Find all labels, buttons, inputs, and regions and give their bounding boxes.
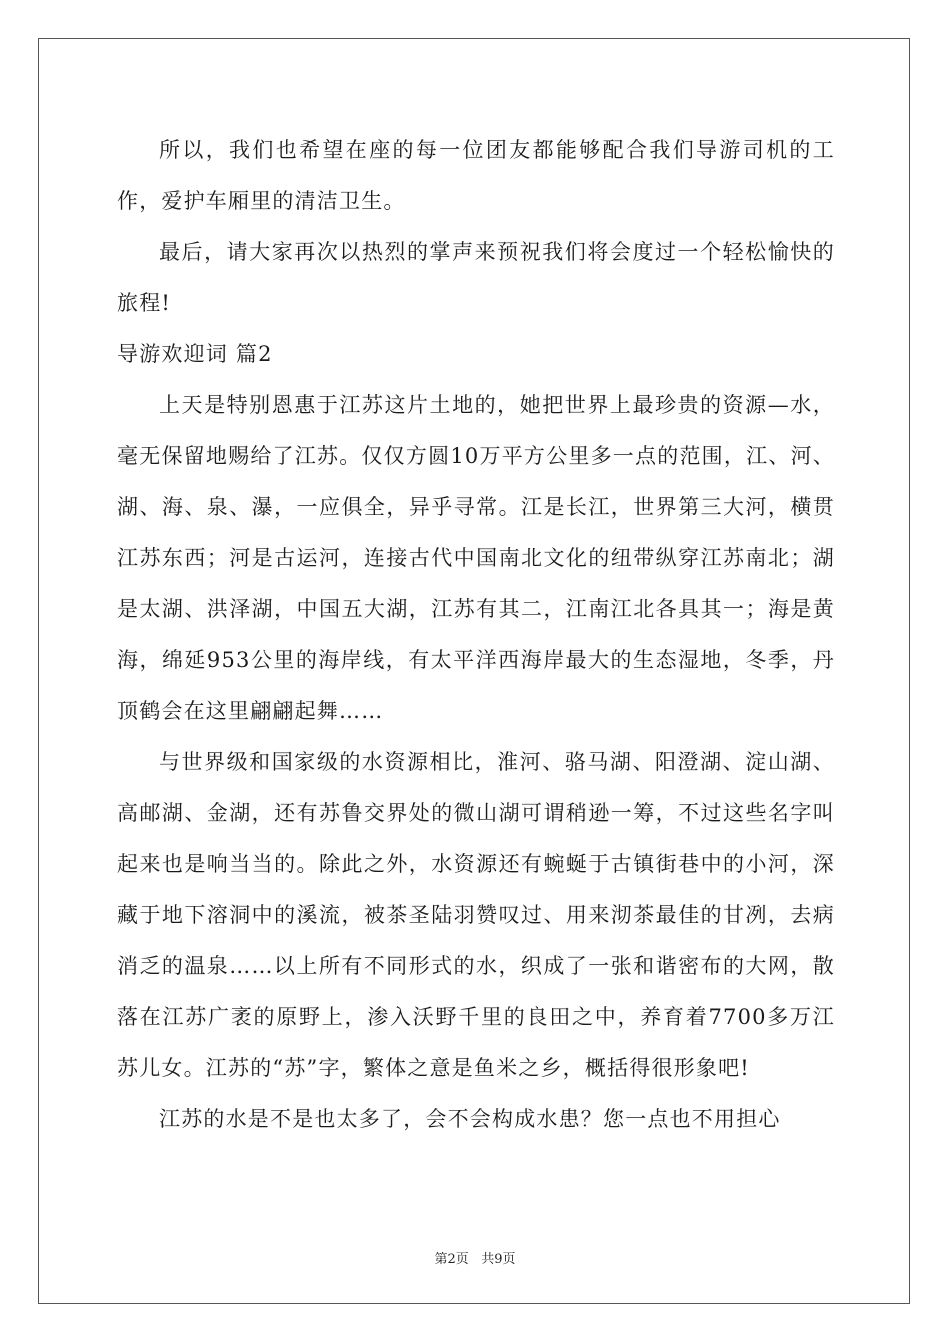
section-heading: 导游欢迎词 篇2 (117, 342, 273, 366)
paragraph-cooperation: 所以，我们也希望在座的每一位团友都能够配合我们导游司机的工作，爱护车厢里的清洁卫生。 (117, 138, 835, 213)
paragraph-water-resources: 与世界级和国家级的水资源相比，淮河、骆马湖、阳澄湖、淀山湖、高邮湖、金湖，还有苏鲁交界处的微山湖可谓稍逊一筹，不过这些名字叫起来也是响当当的。除此之外，水资源还有蜿蜒于古镇街巷中的小河，深藏于地下溶洞中的溪流，被茶圣陆羽赞叹过、用来沏茶最佳的甘冽，去病消乏的温泉……以上所有不同形式的水，织成了一张和谐密布的大网，散落在江苏广袤的原野上，渗入沃野千里的良田之中，养育着7700多万江苏儿女。江苏的“苏”字，繁体之意是鱼米之乡，概括得很形象吧! (117, 750, 835, 1080)
document-body (117, 125, 835, 1145)
paragraph-closing: 最后，请大家再次以热烈的掌声来预祝我们将会度过一个轻松愉快的旅程! (117, 240, 835, 315)
page-footer (0, 1248, 950, 1267)
page-total: 共9页 (481, 1252, 516, 1267)
paragraph-flood-question: 江苏的水是不是也太多了，会不会构成水患？您一点也不用担心 (159, 1107, 781, 1131)
paragraph-jiangsu-water: 上天是特别恩惠于江苏这片土地的，她把世界上最珍贵的资源—水，毫无保留地赐给了江苏。仅仅方圆10万平方公里多一点的范围，江、河、湖、海、泉、瀑，一应俱全，异乎寻常。江是长江，世界第三大河，横贯江苏东西；河是古运河，连接古代中国南北文化的纽带纵穿江苏南北；湖是太湖、洪泽湖，中国五大湖，江苏有其二，江南江北各具其一；海是黄海，绵延953公里的海岸线，有太平洋西海岸最大的生态湿地，冬季，丹顶鹤会在这里翩翩起舞…… (117, 393, 835, 723)
page-number: 第2页 (434, 1252, 469, 1267)
